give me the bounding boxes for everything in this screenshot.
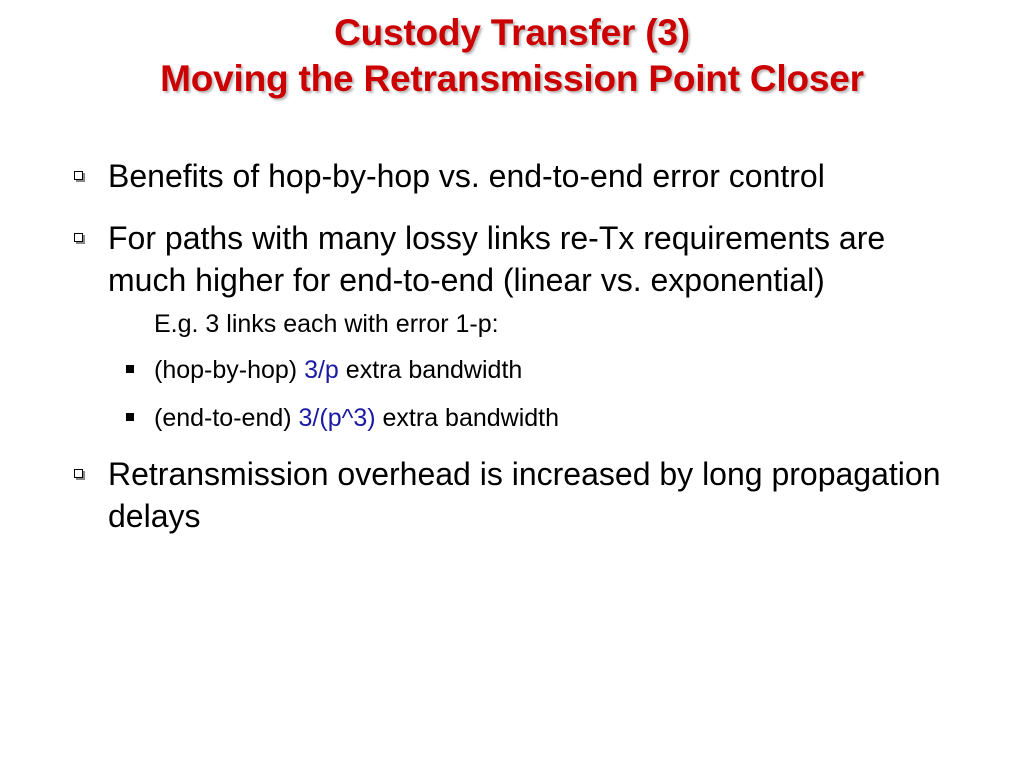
slide-body xyxy=(70,155,970,557)
bullet-text: Benefits of hop-by-hop vs. end-to-end error control xyxy=(108,158,825,194)
sub-bullet-prefix: (hop-by-hop) xyxy=(154,356,305,384)
bullet-text: For paths with many lossy links re-Tx requirements are much higher for end-to-end (linear vs. exponential) xyxy=(108,220,886,298)
example-intro-text: E.g. 3 links each with error 1-p: xyxy=(154,310,499,338)
example-intro xyxy=(70,307,970,341)
slide-title xyxy=(0,10,1024,102)
title-line-1: Custody Transfer (3) xyxy=(334,12,690,53)
bullet-item xyxy=(70,217,970,301)
hollow-square-bullet-icon xyxy=(74,171,83,180)
bullet-text: Retransmission overhead is increased by long propagation delays xyxy=(108,456,941,534)
formula-text: 3/p xyxy=(304,356,339,384)
filled-square-bullet-icon xyxy=(126,365,134,373)
formula-text: 3/(p^3) xyxy=(298,404,376,432)
sub-bullet-suffix: extra bandwidth xyxy=(375,404,560,432)
sub-bullet-suffix: extra bandwidth xyxy=(338,356,523,384)
sub-bullet-prefix: (end-to-end) xyxy=(154,404,299,432)
filled-square-bullet-icon xyxy=(126,413,134,421)
title-line-2: Moving the Retransmission Point Closer xyxy=(160,58,864,99)
bullet-item xyxy=(70,453,970,537)
hollow-square-bullet-icon xyxy=(74,469,83,478)
sub-bullet-item xyxy=(70,401,970,435)
bullet-item xyxy=(70,155,970,197)
sub-bullet-item xyxy=(70,353,970,387)
hollow-square-bullet-icon xyxy=(74,233,83,242)
